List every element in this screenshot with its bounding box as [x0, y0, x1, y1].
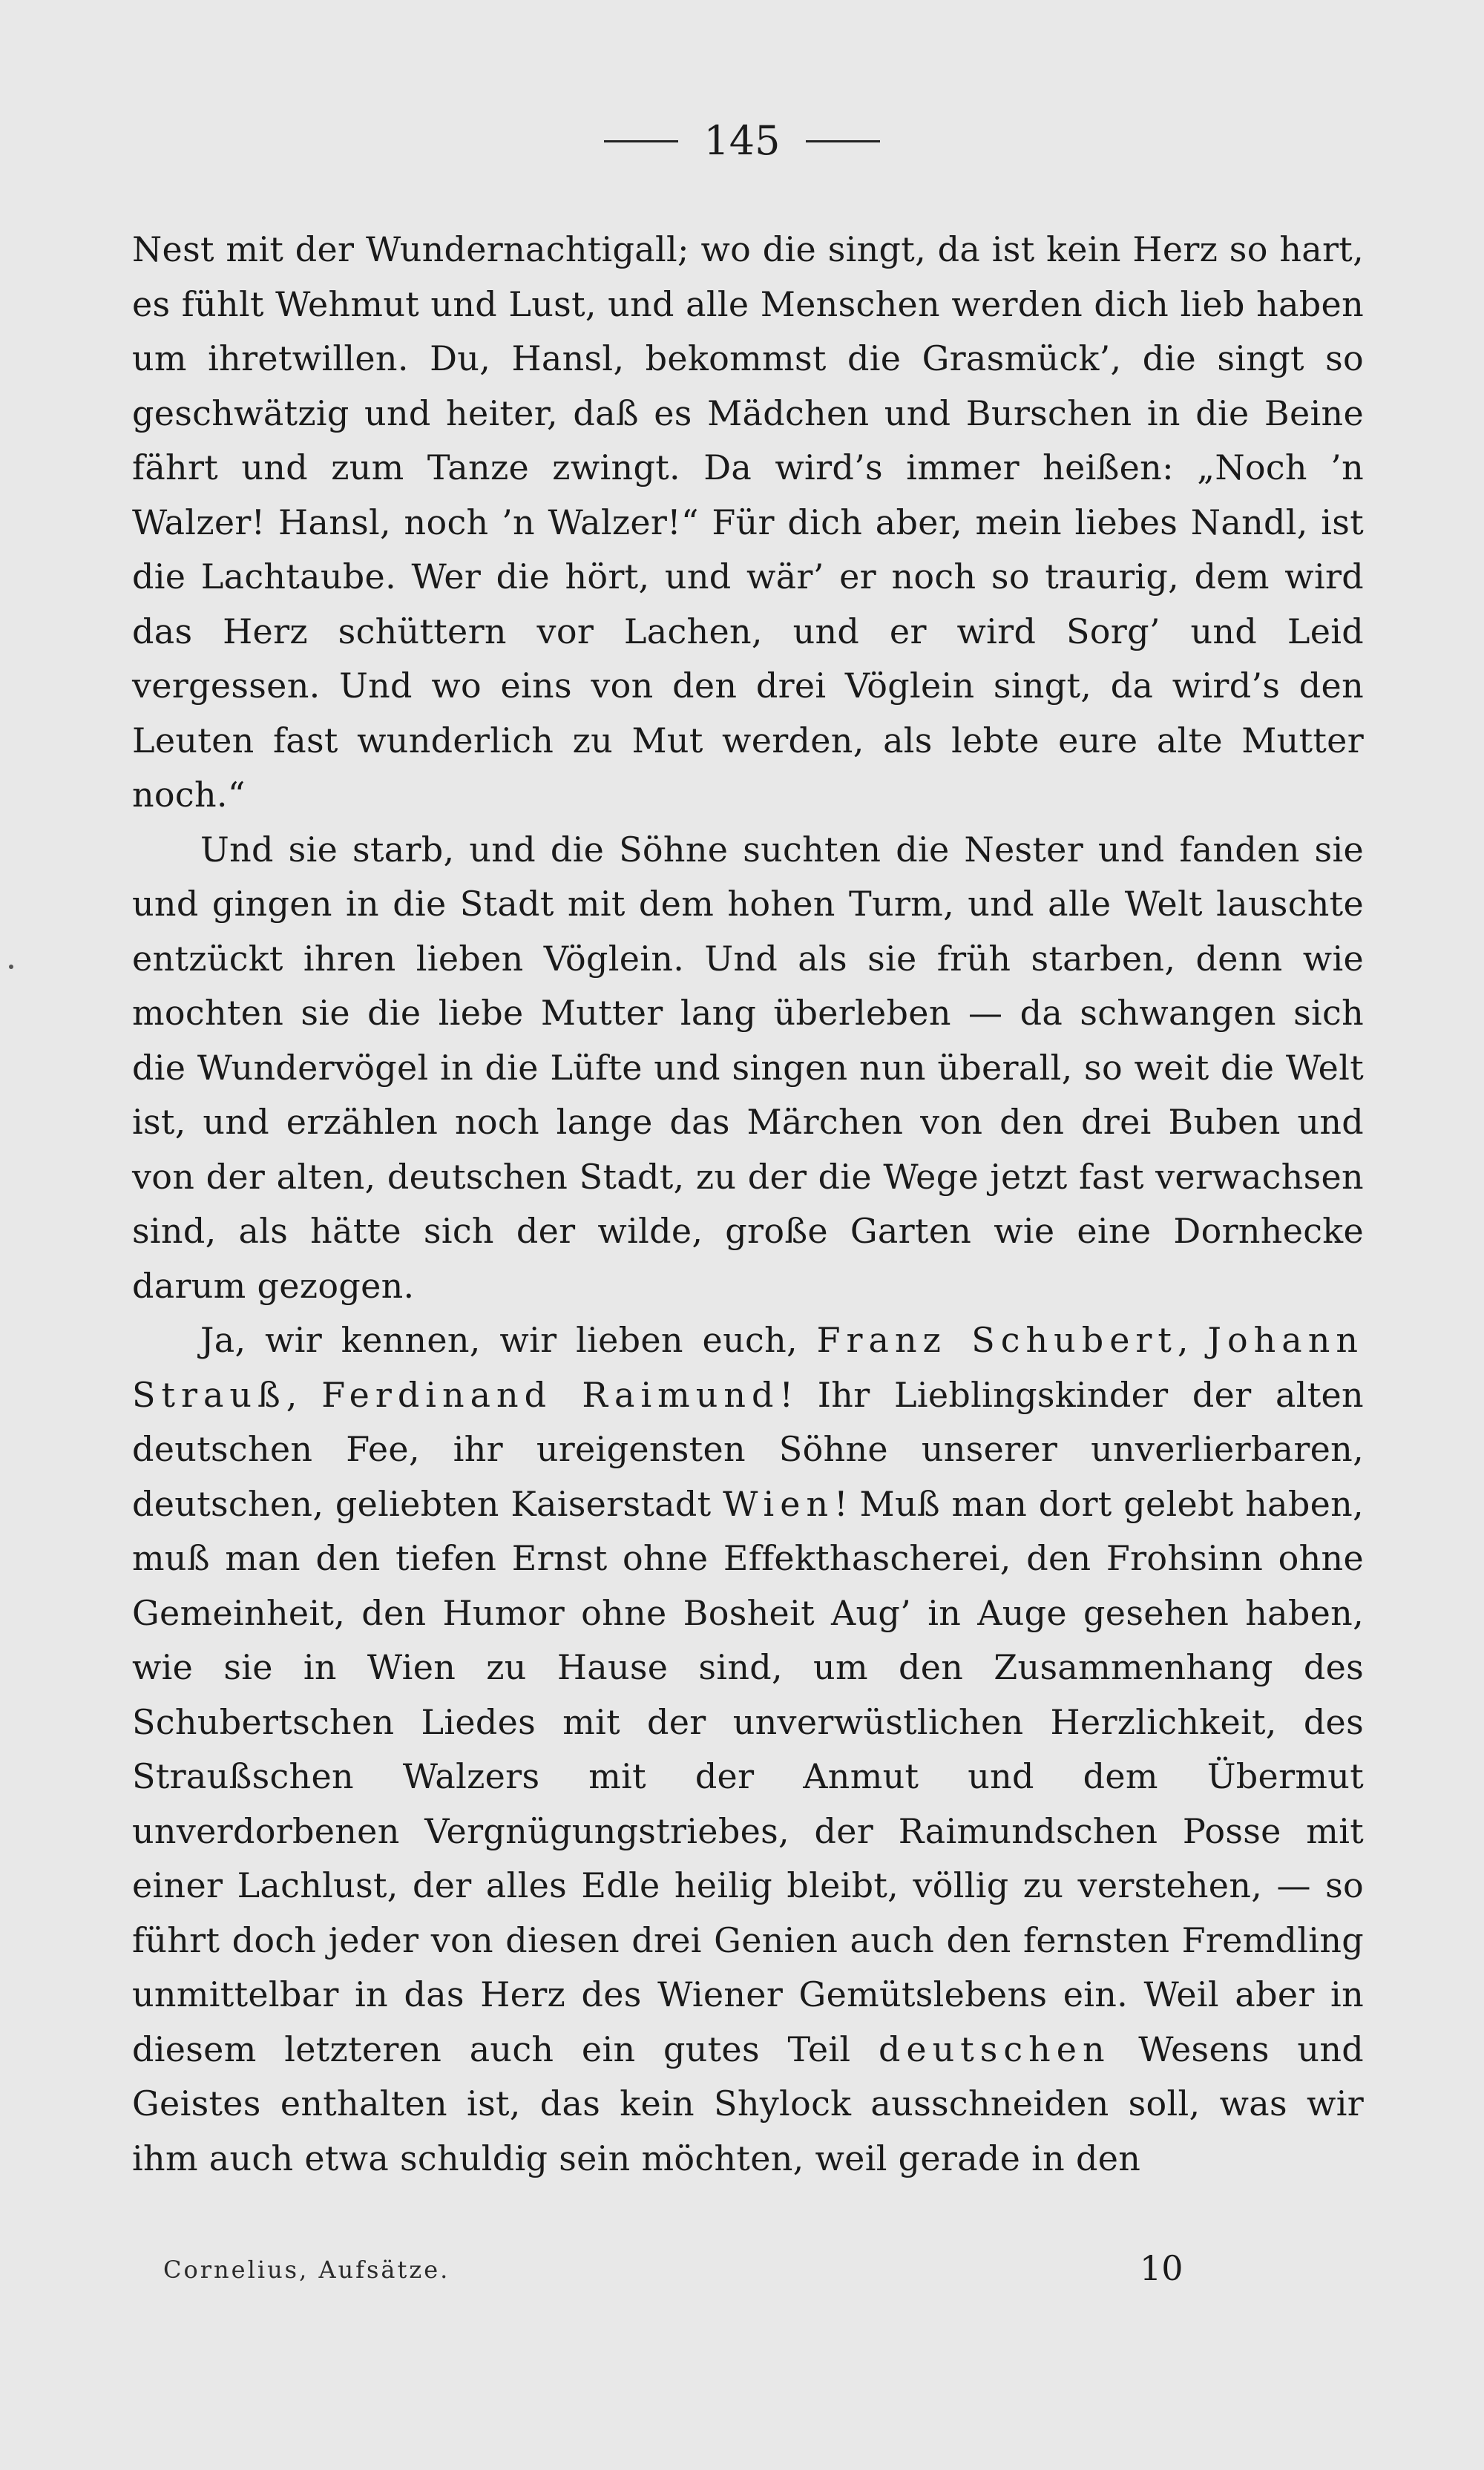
name-johann-strauss: Johann Strauß — [132, 1320, 1364, 1415]
word-wien-emphasis: Wien — [723, 1483, 835, 1524]
p3-text-i: ! Muß man dort gelebt haben, muß man den tiefen Ernst ohne Effekthascherei, den Frohsinn ohne Gemeinheit, den Humor ohne Bosheit Aug’ in Auge gesehen haben, wie sie in Wien zu Hause sind, um den Zusammenhang des Schubertschen Liedes mit der unverwüstlichen Herzlichkeit, des Straußschen Walzers mit der Anmut und dem Übermut unverdorbenen Vergnügungstriebes, der Raimundschen Posse mit einer Lachlust, der alles Edle heilig bleibt, völlig zu verstehen, — so führt doch jeder von diesen drei Genien auch den fernsten Fremdling unmittelbar in das Herz des Wiener Gemütslebens ein. Weil aber in diesem letzteren auch ein gutes Teil — [132, 1483, 1364, 2069]
name-franz-schubert: Franz Schubert — [816, 1320, 1178, 1360]
left-ornament-rule — [604, 140, 678, 142]
p3-text-a: Ja, wir kennen, wir lieben euch, — [200, 1320, 817, 1360]
body-text — [132, 223, 1364, 2186]
paragraph-3 — [132, 1313, 1364, 2186]
p3-text-e: , — [286, 1374, 322, 1415]
paragraph-2: Und sie starb, und die Söhne suchten die Nester und fanden sie und gingen in die Stadt mit dem hohen Turm, und alle Welt lauschte entzückt ihren lieben Vöglein. Und als sie früh starben, denn wie mochten sie die liebe Mutter lang überleben — da schwangen sich die Wundervögel in die Lüfte und singen nun überall, so weit die Welt ist, und erzählen noch lange das Märchen von den drei Buben und von der alten, deutschen Stadt, zu der die Wege jetzt fast verwachsen sind, als hätte sich der wilde, große Garten wie eine Dornhecke darum gezogen. — [132, 829, 1364, 1306]
sheet-number: 10 — [1140, 2248, 1183, 2288]
page-number: 145 — [703, 117, 781, 164]
right-ornament-rule — [806, 140, 880, 142]
name-ferdinand-raimund: Ferdinand Raimund — [321, 1374, 780, 1415]
print-speck — [9, 965, 13, 969]
page-header — [0, 119, 1484, 163]
word-deutschen-emphasis: deutschen — [878, 2029, 1111, 2069]
paragraph-1: Nest mit der Wundernachtigall; wo die singt, da ist kein Herz so hart, es fühlt Wehmut und Lust, und alle Menschen werden dich lieb haben um ihretwillen. Du, Hansl, bekommst die Grasmück’, die singt so geschwätzig und heiter, daß es Mädchen und Burschen in die Beine fährt und zum Tanze zwingt. Da wird’s immer heißen: „Noch ’n Walzer! Hansl, noch ’n Walzer!“ Für dich aber, mein liebes Nandl, ist die Lachtaube. Wer die hört, und wär’ er noch so traurig, dem wird das Herz schüttern vor Lachen, und er wird Sorg’ und Leid vergessen. Und wo eins von den drei Vöglein singt, da wird’s den Leuten fast wunderlich zu Mut werden, als lebte eure alte Mutter noch.“ — [132, 229, 1364, 815]
signature-mark: Cornelius, Aufsätze. — [163, 2256, 450, 2284]
p3-text-c: , — [1177, 1320, 1208, 1360]
p3-text-g: ! Ihr Lieblingskinder der alten deutschen Fee, ihr ureigensten Söhne unserer unverlierbaren, deutschen, geliebten Kaiserstadt — [132, 1374, 1364, 1524]
p3-text-k: Wesens und Geistes enthalten ist, das kein Shylock ausschneiden soll, was wir ihm auch etwa schuldig sein möchten, weil gerade in den — [132, 2029, 1364, 2178]
